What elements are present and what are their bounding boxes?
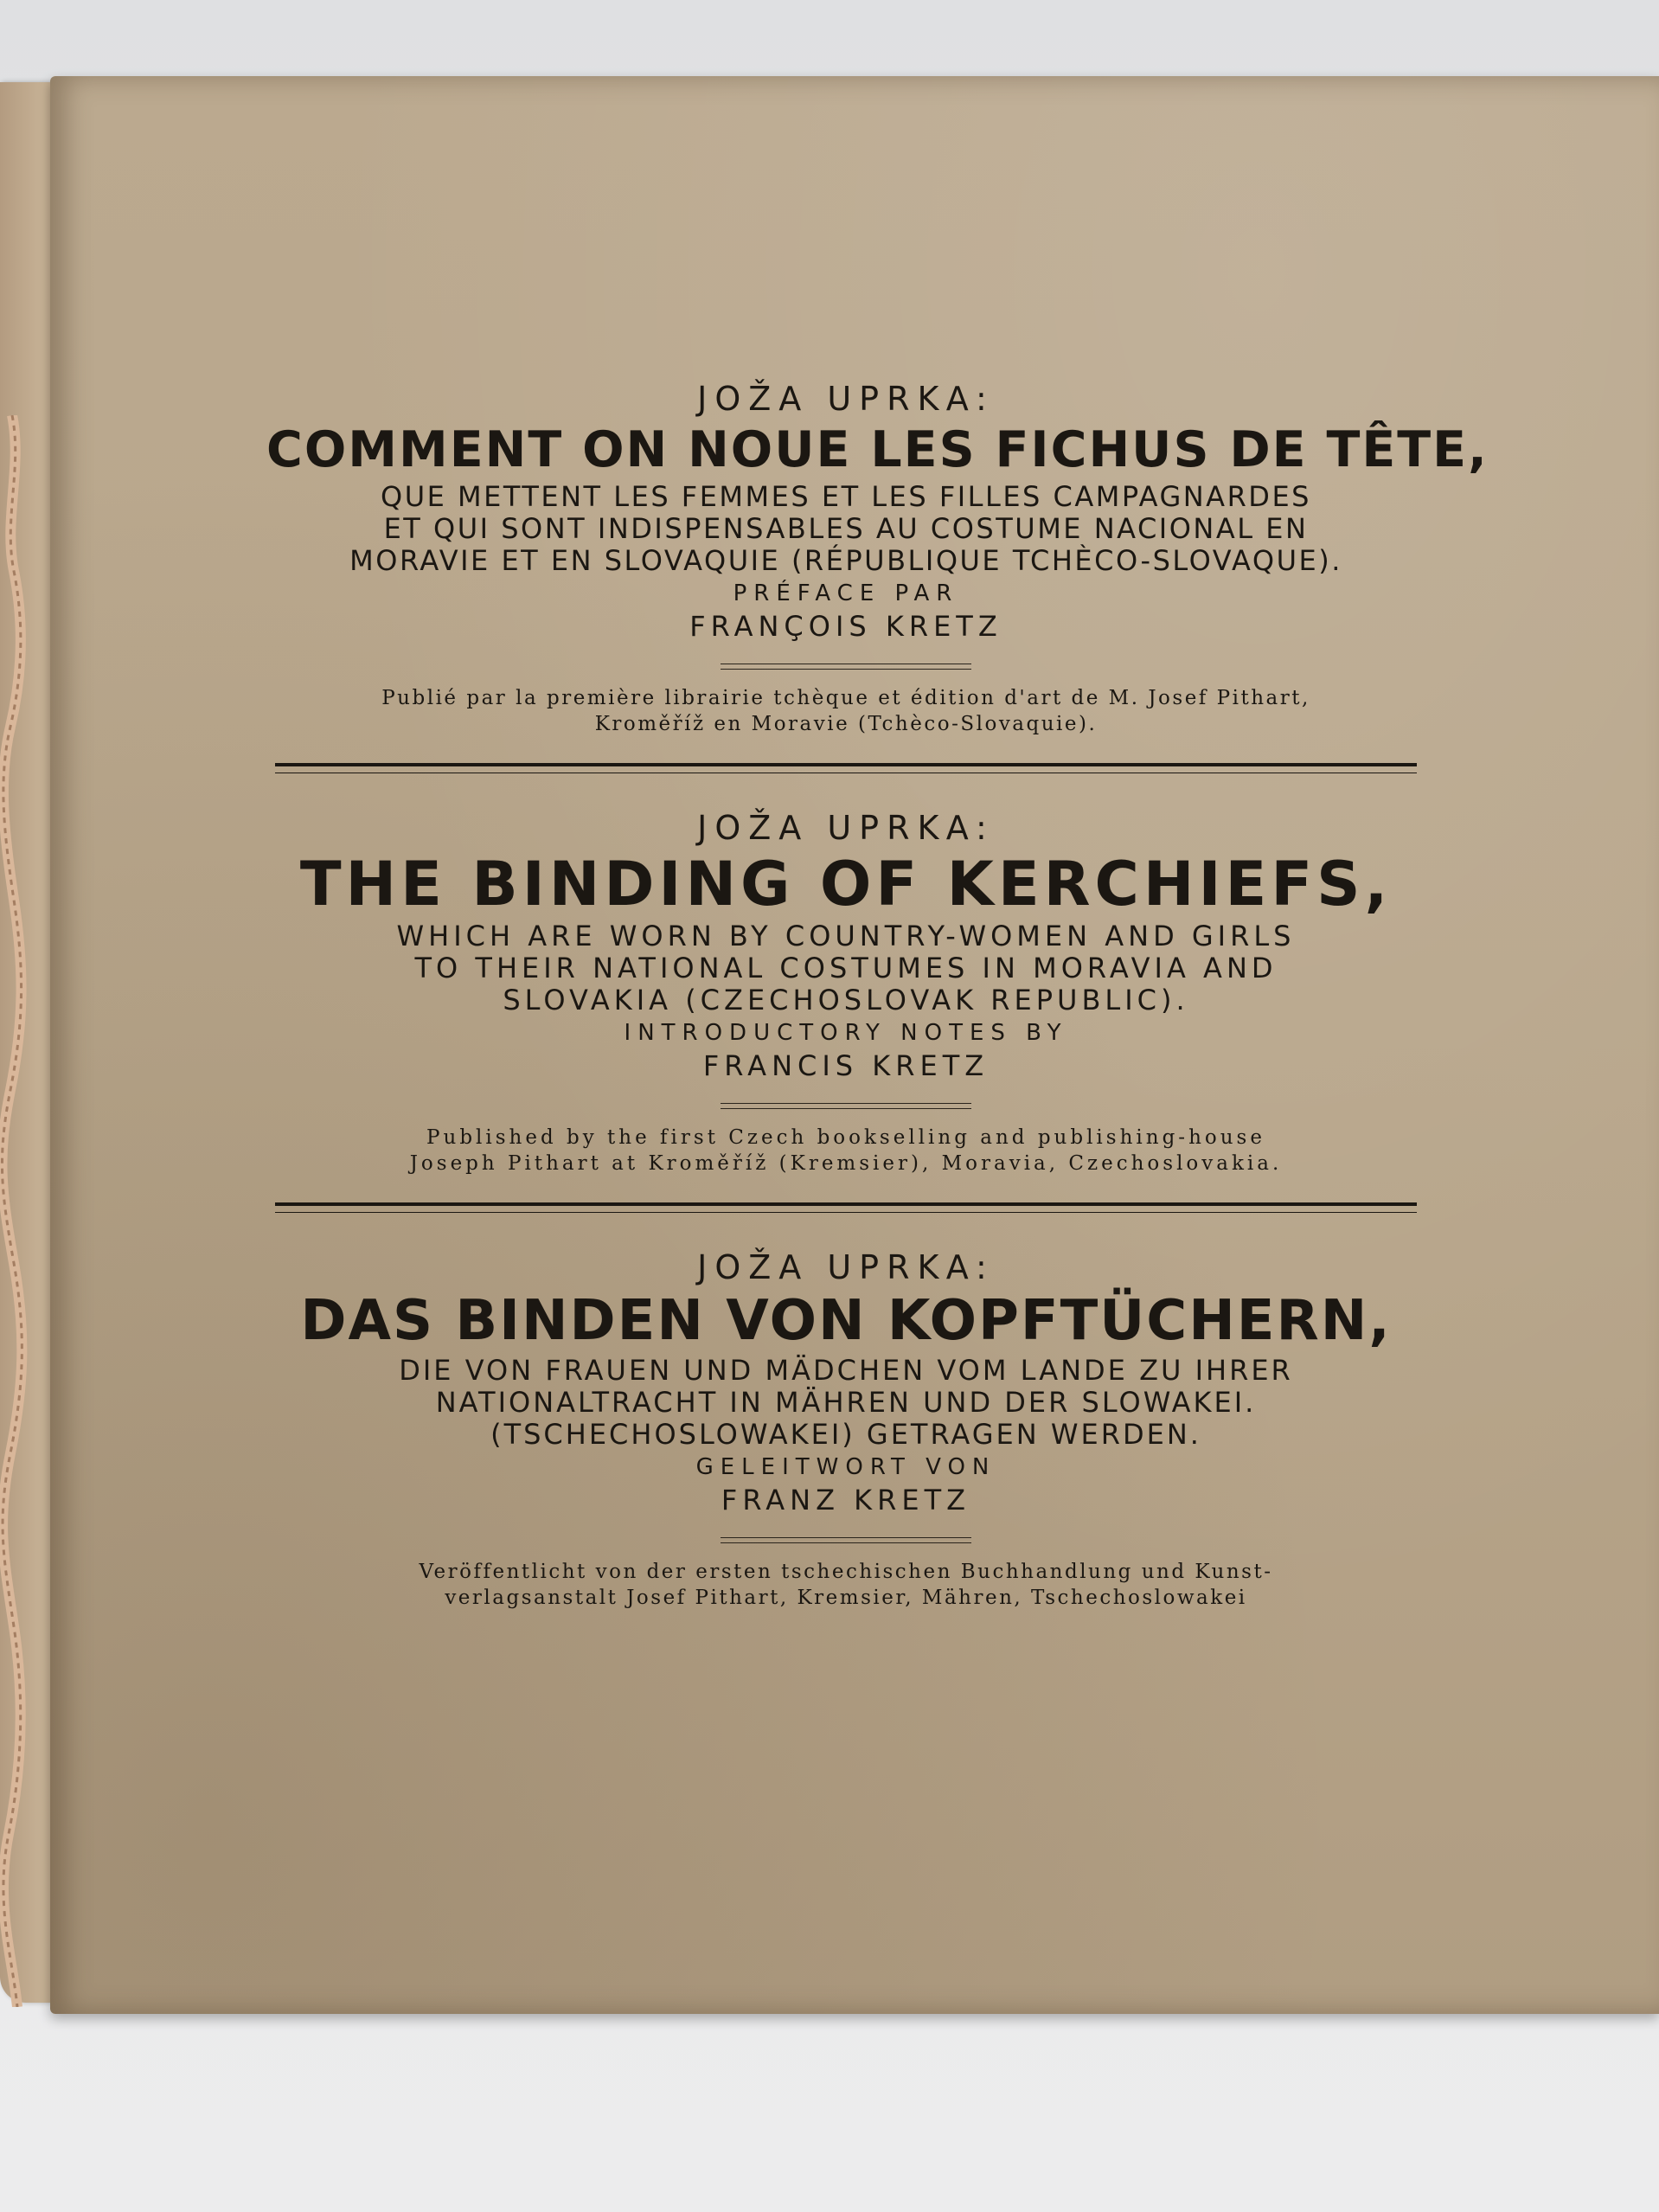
author-name-en: JOŽA UPRKA: bbox=[697, 809, 995, 847]
publisher-line-fr-1: Publié par la première librairie tchèque et édition d'art de M. Josef Pithart, bbox=[381, 687, 1310, 709]
german-title-block bbox=[266, 1247, 1425, 1611]
subtitle-line-de-3: (TSCHECHOSLOWAKEI) GETRAGEN WERDEN. bbox=[490, 1418, 1201, 1451]
author-name-de: JOŽA UPRKA: bbox=[697, 1248, 995, 1286]
subtitle-line-en-1: WHICH ARE WORN BY COUNTRY-WOMEN AND GIRLS bbox=[396, 920, 1296, 952]
preface-author-fr: FRANÇOIS KRETZ bbox=[689, 610, 1002, 643]
subtitle-line-en-2: TO THEIR NATIONAL COSTUMES IN MORAVIA AND bbox=[414, 952, 1278, 984]
publisher-line-de-2: verlagsanstalt Josef Pithart, Kremsier, Mähren, Tschechoslowakei bbox=[445, 1587, 1247, 1609]
preface-label-fr: PRÉFACE PAR bbox=[733, 580, 959, 606]
subtitle-line-de-2: NATIONALTRACHT IN MÄHREN UND DER SLOWAKEI. bbox=[435, 1386, 1257, 1419]
preface-label-de: GELEITWORT VON bbox=[695, 1454, 996, 1480]
book-title-de: DAS BINDEN VON KOPFTÜCHERN, bbox=[300, 1289, 1392, 1353]
publisher-line-en-1: Published by the first Czech bookselling and publishing-house bbox=[426, 1126, 1265, 1149]
english-title-block bbox=[266, 808, 1425, 1177]
book-page bbox=[50, 76, 1659, 2014]
book-title-en: THE BINDING OF KERCHIEFS, bbox=[299, 849, 1393, 920]
subtitle-line-fr-3: MORAVIE ET EN SLOVAQUIE (RÉPUBLIQUE TCHÈCO-SLOVAQUE). bbox=[349, 544, 1342, 577]
author-name-fr: JOŽA UPRKA: bbox=[697, 380, 995, 418]
subtitle-line-fr-1: QUE METTENT LES FEMMES ET LES FILLES CAMPAGNARDES bbox=[381, 480, 1311, 513]
book-title-fr: COMMENT ON NOUE LES FICHUS DE TÊTE, bbox=[266, 421, 1489, 478]
title-page-content bbox=[266, 379, 1489, 1611]
subtitle-line-fr-2: ET QUI SONT INDISPENSABLES AU COSTUME NACIONAL EN bbox=[383, 512, 1309, 545]
small-divider bbox=[721, 1103, 971, 1109]
preface-author-de: FRANZ KRETZ bbox=[721, 1484, 971, 1516]
french-title-block bbox=[266, 379, 1489, 737]
binding-cord bbox=[0, 415, 29, 2007]
publisher-line-de-1: Veröffentlicht von der ersten tschechischen Buchhandlung und Kunst- bbox=[419, 1561, 1273, 1583]
subtitle-line-en-3: SLOVAKIA (CZECHOSLOVAK REPUBLIC). bbox=[503, 984, 1189, 1016]
preface-label-en: INTRODUCTORY NOTES BY bbox=[624, 1020, 1068, 1046]
section-divider bbox=[275, 763, 1417, 773]
publisher-line-en-2: Joseph Pithart at Kroměříž (Kremsier), Moravia, Czechoslovakia. bbox=[409, 1152, 1283, 1175]
preface-author-en: FRANCIS KRETZ bbox=[702, 1049, 990, 1082]
publisher-line-fr-2: Kroměříž en Moravie (Tchèco-Slovaquie). bbox=[594, 713, 1098, 735]
subtitle-line-de-1: DIE VON FRAUEN UND MÄDCHEN VOM LANDE ZU IHRER bbox=[399, 1354, 1293, 1387]
small-divider bbox=[721, 1537, 971, 1543]
section-divider bbox=[275, 1202, 1417, 1213]
small-divider bbox=[721, 664, 971, 670]
